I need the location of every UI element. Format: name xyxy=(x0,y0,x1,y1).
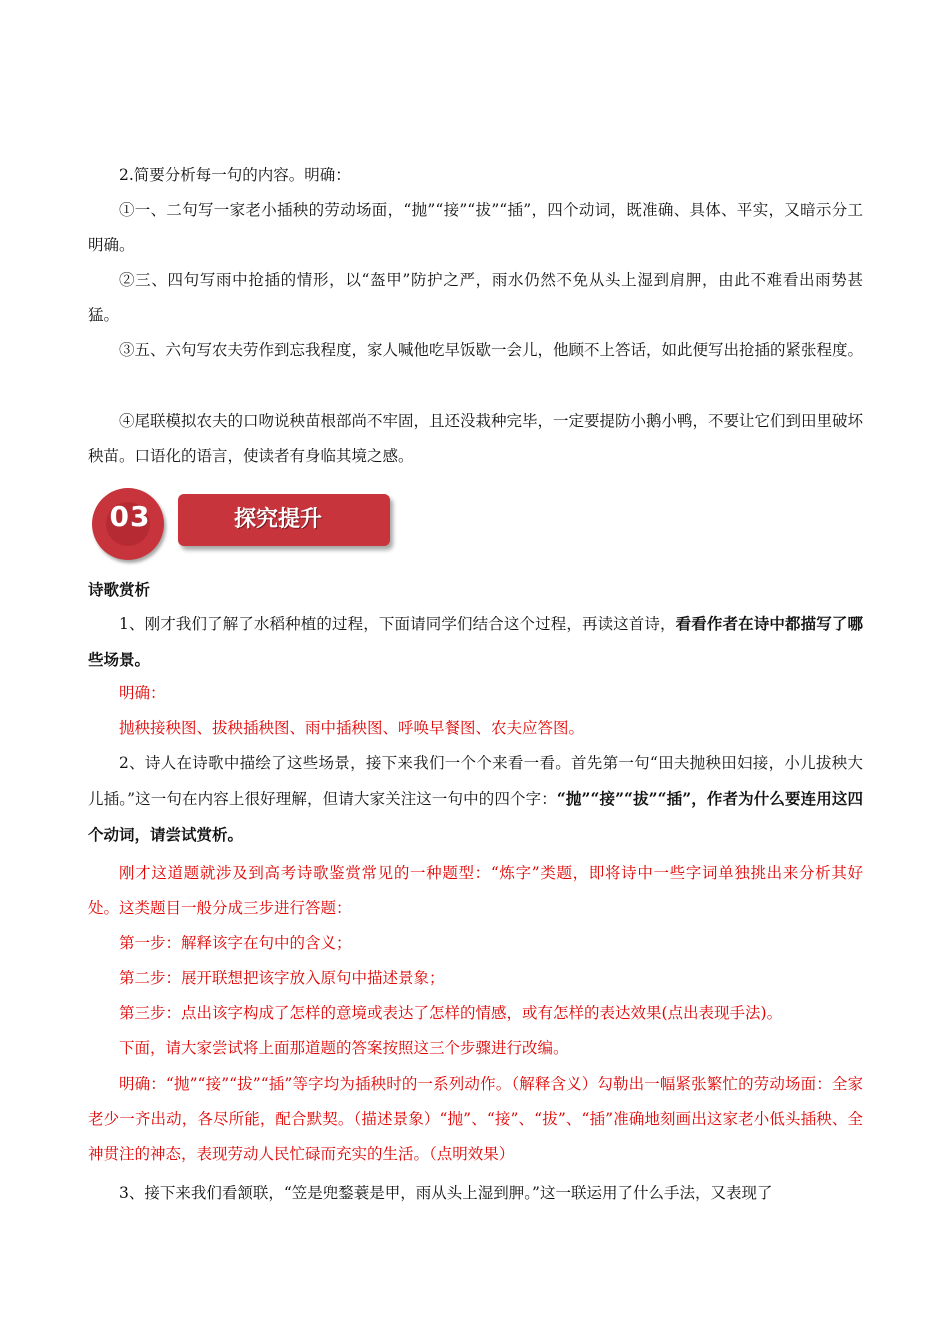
analysis-item-1: ①一、二句写一家老小插秧的劳动场面，“抛”“接”“拔”“插”，四个动词，既准确、具体、平实，又暗示分工明确。 xyxy=(88,201,863,254)
step-3: 第三步：点出该字构成了怎样的意境或表达了怎样的情感，或有怎样的表达效果(点出表现手法)。 xyxy=(119,1004,783,1022)
question-1-text: 1、刚才我们了解了水稻种植的过程，下面请同学们结合这个过程，再读这首诗， xyxy=(119,615,676,633)
section1-heading: 2.简要分析每一句的内容。明确： xyxy=(119,166,351,184)
answer-2: 明确：“抛”“接”“拔”“插”等字均为插秧时的一系列动作。（解释含义）勾勒出一幅紧张繁忙的劳动场面：全家老少一齐出动，各尽所能，配合默契。（描述景象）“抛”、“接”、“拔”、“插”准确地刻画出这家老小低头插秧、全神贯注的神态，表现劳动人民忙碌而充实的生活。（点明效果） xyxy=(88,1075,863,1163)
answer-1-text: 抛秧接秧图、拔秧插秧图、雨中插秧图、呼唤早餐图、农夫应答图。 xyxy=(119,719,585,737)
rewrite-instruction: 下面，请大家尝试将上面那道题的答案按照这三个步骤进行改编。 xyxy=(119,1039,569,1057)
answer-1-label: 明确： xyxy=(119,684,166,702)
question-3: 3、接下来我们看颔联，“笠是兜鍪蓑是甲，雨从头上湿到胛。”这一联运用了什么手法，又表现了 xyxy=(119,1184,773,1202)
banner-bar xyxy=(178,494,390,546)
question-1 xyxy=(88,606,863,678)
question-2 xyxy=(88,746,863,853)
section2-title: 诗歌赏析 xyxy=(88,580,151,599)
step-1: 第一步：解释该字在句中的含义； xyxy=(119,934,352,952)
question-2-emphasis: “抛”“接”“拔”“插”，作者为什么要连用这四个动词，请尝试赏析。 xyxy=(88,789,863,844)
method-explanation: 刚才这道题就涉及到高考诗歌鉴赏常见的一种题型：“炼字”类题，即将诗中一些字词单独挑出来分析其好处。这类题目一般分成三步进行答题： xyxy=(88,864,863,917)
question-1-emphasis: 看看作者在诗中都描写了哪些场景。 xyxy=(88,614,863,669)
question-2-text: 2、诗人在诗歌中描绘了这些场景，接下来我们一个个来看一看。首先第一句“田夫抛秧田妇接，小儿拔秧大儿插。”这一句在内容上很好理解，但请大家关注这一句中的四个字： xyxy=(88,754,863,808)
analysis-item-2: ②三、四句写雨中抢插的情形，以“盔甲”防护之严，雨水仍然不免从头上湿到肩胛，由此不难看出雨势甚猛。 xyxy=(88,271,863,324)
banner-title: 探究提升 xyxy=(234,507,323,532)
step-2: 第二步：展开联想把该字放入原句中描述景象； xyxy=(119,969,445,987)
banner-number: 03 xyxy=(109,500,151,533)
analysis-item-4: ④尾联模拟农夫的口吻说秧苗根部尚不牢固，且还没栽种完毕，一定要提防小鹅小鸭，不要让它们到田里破坏秧苗。口语化的语言，使读者有身临其境之感。 xyxy=(88,412,864,465)
section-banner xyxy=(90,482,400,562)
analysis-item-3: ③五、六句写农夫劳作到忘我程度，家人喊他吃早饭歇一会儿，他顾不上答话，如此便写出抢插的紧张程度。 xyxy=(119,341,864,359)
